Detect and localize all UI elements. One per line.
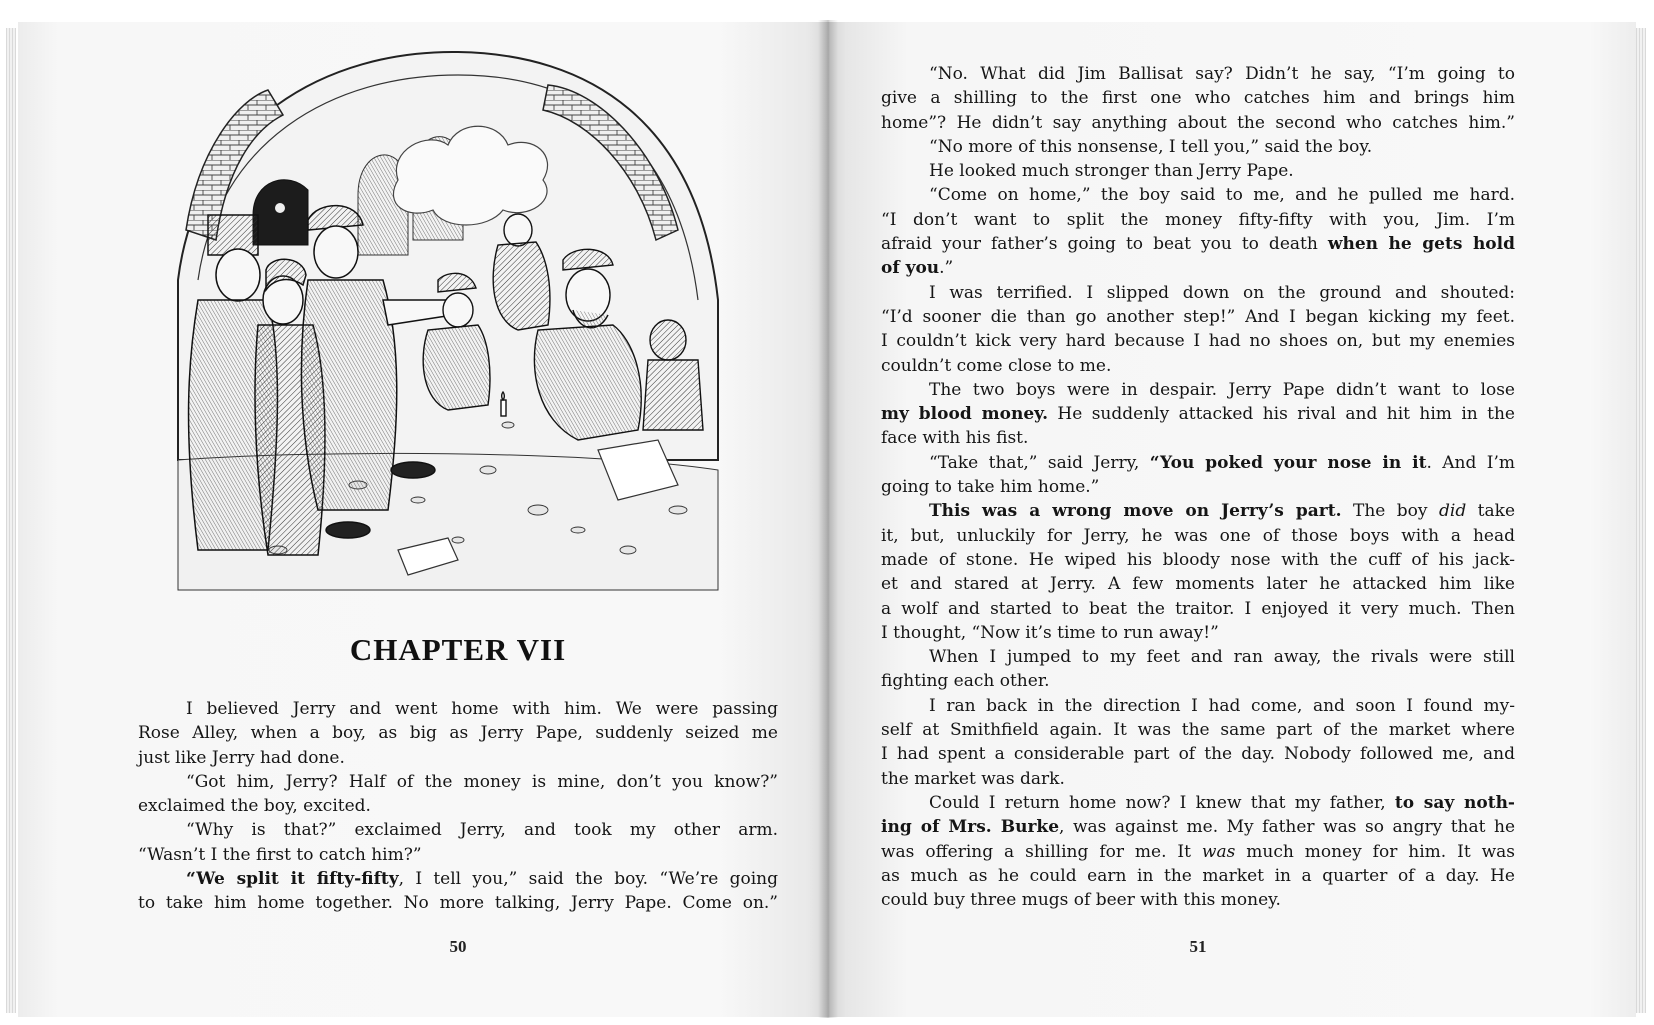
page-number-left: 50 [449,937,467,956]
text-line [881,451,1515,475]
text-line: couldn’t come close to me. [881,355,1112,376]
text-segment: was offering a shilling for me. It [881,841,1202,862]
text-line: “No. What did Jim Ballisat say? Didn’t he say, “I’m going to [929,64,1515,84]
text-line [881,402,1515,426]
text-segment: “Take that,” said Jerry, [929,452,1150,473]
italic-phrase: was [1201,841,1236,862]
text-line: I had spent a considerable part of the day. Nobody followed me, and [881,744,1515,765]
text-line: going to take him home.” [881,477,1100,498]
book-spine-shadow [818,20,838,1018]
bold-phrase: This was a wrong move on Jerry’s part. [929,501,1342,522]
text-segment: The boy [1341,501,1439,522]
bold-phrase: when he gets hold [1327,234,1515,255]
text-line [881,256,1515,280]
page-number-right: 51 [1189,937,1207,956]
text-line: face with his fist. [881,428,1029,449]
text-line: The two boys were in despair. Jerry Pape didn’t want to lose [929,379,1515,400]
right-page-edges [1636,28,1646,1013]
text-line: I believed Jerry and went home with him. We were passing [186,699,778,719]
text-segment: Could I return home now? I knew that my father, [929,792,1395,813]
text-line: et and stared at Jerry. A few moments later he attacked him like [881,574,1515,595]
text-line: as much as he could earn in the market in a quarter of a day. He [881,865,1515,886]
text-line: to take him home together. No more talking, Jerry Pape. Come on.” [138,893,778,914]
text-line: I thought, “Now it’s time to run away!” [881,622,1219,643]
chapter-title: CHAPTER VII [349,632,567,667]
text-line: exclaimed the boy, excited. [138,796,371,817]
text-line: could buy three mugs of beer with this money. [881,890,1281,911]
text-segment: , I tell you,” said the boy. “We’re going [398,869,778,890]
text-line: give a shilling to the first one who catches him and brings him [881,88,1515,109]
text-segment: , was against me. My father was so angry that he [1059,817,1516,838]
bold-phrase: of you [881,258,940,279]
left-page-body-text [138,697,778,916]
text-line: self at Smithfield again. It was the same part of the market where [881,720,1515,741]
left-page-edges [6,28,16,1013]
bold-phrase: my blood money. [881,404,1048,425]
text-line [881,815,1515,839]
text-line: the market was dark. [881,768,1065,789]
text-line [881,840,1515,864]
text-segment: afraid your father’s going to beat you to death [881,234,1328,255]
bold-phrase: ing of Mrs. Burke [881,817,1060,838]
text-line [881,232,1515,256]
italic-phrase: did [1439,501,1467,522]
text-line: Rose Alley, when a boy, as big as Jerry Pape, suddenly seized me [138,723,778,744]
text-segment: . And I’m [1426,452,1516,473]
bold-phrase: “We split it fifty-fifty [186,869,399,890]
text-line: home”? He didn’t say anything about the second who catches him.” [881,112,1515,133]
text-line [881,791,1515,815]
text-line: He looked much stronger than Jerry Pape. [929,161,1294,182]
bold-phrase: “You poked your nose in it [1149,452,1427,473]
text-line: it, but, unluckily for Jerry, he was one of those boys with a head [881,525,1515,546]
text-line [881,499,1515,523]
text-line: When I jumped to my feet and ran away, the rivals were still [929,647,1515,668]
bold-phrase: to say noth- [1394,792,1515,813]
text-line: “No more of this nonsense, I tell you,” said the boy. [929,136,1373,157]
text-segment: He suddenly attacked his rival and hit him in the [1047,404,1515,425]
text-line: I ran back in the direction I had come, and soon I found my- [929,695,1515,716]
text-line: “I’d sooner die than go another step!” And I began kicking my feet. [881,306,1515,327]
text-line: “Wasn’t I the first to catch him?” [138,844,422,865]
text-line: a wolf and started to beat the traitor. I enjoyed it very much. Then [881,598,1515,619]
text-line: made of stone. He wiped his bloody nose with the cuff of his jack- [881,549,1515,570]
text-line: “I don’t want to split the money fifty-fifty with you, Jim. I’m [881,209,1515,230]
right-page-body-text [881,62,1515,912]
text-line: I was terrified. I slipped down on the ground and shouted: [929,282,1515,303]
chapter-illustration [158,30,752,598]
text-segment: .” [939,258,954,279]
text-line: fighting each other. [881,671,1050,692]
text-line: just like Jerry had done. [138,747,345,768]
text-line: “Got him, Jerry? Half of the money is mine, don’t you know?” [186,771,778,792]
text-line: I couldn’t kick very hard because I had no shoes on, but my enemies [881,331,1515,352]
text-segment: take [1466,501,1516,522]
text-line [138,867,778,891]
text-line: “Why is that?” exclaimed Jerry, and took my other arm. [186,820,778,841]
text-segment: much money for him. It was [1235,841,1515,862]
text-line: “Come on home,” the boy said to me, and he pulled me hard. [929,185,1515,206]
